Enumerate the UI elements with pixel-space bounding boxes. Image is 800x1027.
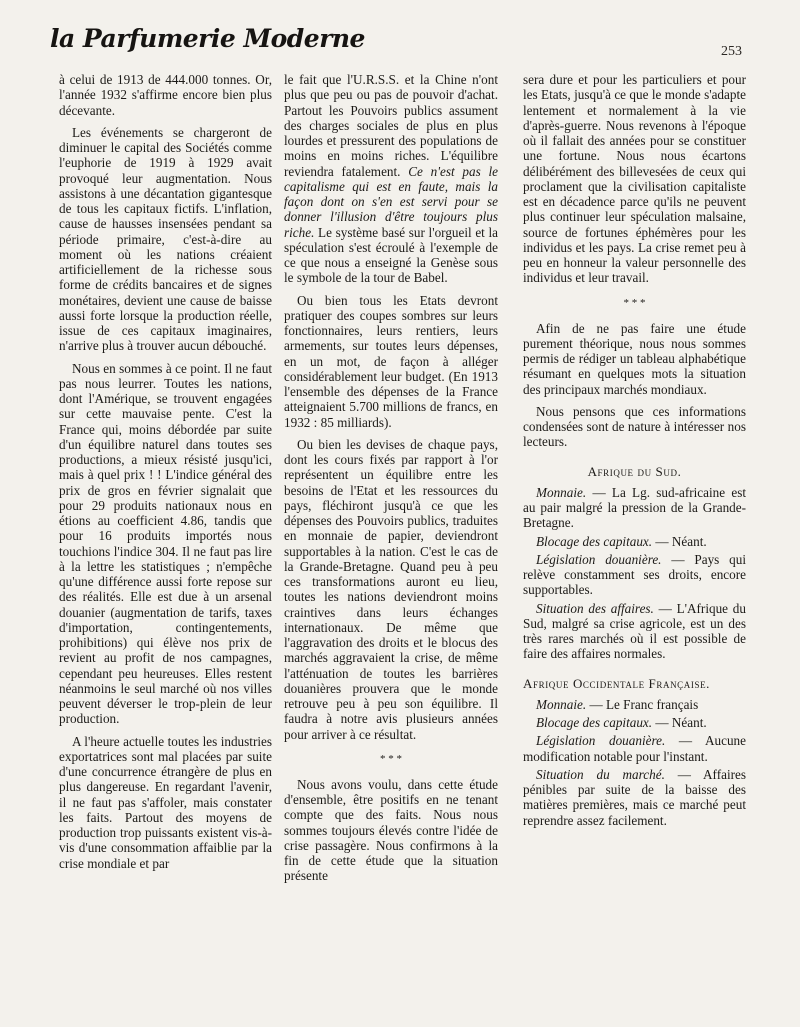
paragraph: Les événements se chargeront de diminuer le capital des Sociétés comme l'euphorie de 1919 à 1929 avait provoqué leur augmentation. Nous assistons à une décantation gigantesque de tous les capitaux fictifs. L'inflation, cause de hausses insensées pendant sa période primaire, c'est-à-dire au moment où les nations créaient artificiellement de la richesse sous forme de crédits bancaires et de signes monétaires, devient une cause de baisse aussi forte lorsque la production réelle, issue de ces capitaux imaginaires, n'arrive plus à trouver aucun débouché.: [59, 124, 272, 354]
text-column-3: [523, 72, 746, 831]
entry-text: — Aucune modification notable pour l'instant.: [523, 733, 746, 764]
entry-text: — Affaires pénibles par suite de la baisse des matières premières, mais ce marché peut reprendre assez facilement.: [523, 766, 746, 828]
country-heading: Afrique du Sud.: [587, 463, 682, 479]
paragraph: Ou bien les devises de chaque pays, dont les cours fixés par rapport à l'or représentent un équilibre entre les besoins de l'Etat et les ressources du pays, fléchiront jusqu'à ce que les dépenses des Pouvoirs publics, traduites en monnaie de papier, deviendront supportables à la nation. C'est le cas de la Grande-Bretagne. Quand peu à peu ces transformations auront eu lieu, toutes les nations deviendront moins craintives dans leurs échanges internationaux. De même que l'aggravation des droits et le blocus des marchés aggravaient la crise, de même l'atténuation de toutes les barrières douanières prouvera que le monde retrouve peu à peu son équilibre. Il faudra à notre avis plusieurs années pour arriver à ce résultat.: [284, 436, 498, 742]
country-heading: Afrique Occidentale Française.: [523, 675, 711, 691]
paragraph: Nous pensons que ces informations condensées sont de nature à intéresser nos lecteurs.: [523, 403, 746, 450]
entry-label: Monnaie.: [536, 696, 587, 712]
paragraph: [284, 72, 498, 286]
entry-label: Blocage des capitaux.: [536, 533, 653, 549]
paragraph: Afin de ne pas faire une étude purement théorique, nous nous sommes permis de rédiger un tableau alphabétique résumant en quelques mots la situation des principaux marchés mondiaux.: [523, 320, 746, 397]
section-separator-stars: * * *: [380, 752, 402, 765]
entry-label: Législation douanière.: [536, 733, 666, 749]
entry-label: Blocage des capitaux.: [536, 715, 653, 730]
text-run: le fait que l'U.R.S.S. et la Chine n'ont plus que peu ou pas de pouvoir d'achat. Partout les Pouvoirs publics assument des charges sociales de plus en plus lourdes et pressurent des populations de moins en moins riches. L'équilibre reviendra fatalement.: [284, 72, 498, 179]
paragraph: sera dure et pour les particuliers et pour les Etats, jusqu'à ce que le monde s'adapte lentement et normalement à la vie d'après-guerre. Nous revenons à l'époque où il fallait des années pour se constituer une fortune. Nous nous écartons délibérément des billevesées de ceux qui proclament que la civilisation capitaliste est en décadence parce qu'ils ne peuvent plus continuer leur spéculation malsaine, source de fortunes éphémères pour les individus et les pays. La crise remet peu à peu en honneur la valeur personnelle des individus et leur travail.: [523, 72, 746, 286]
text-column-1: [59, 72, 272, 878]
paragraph: à celui de 1913 de 444.000 tonnes. Or, l'année 1932 s'affirme encore bien plus décevante.: [59, 72, 272, 118]
market-entry: [523, 552, 746, 598]
text-column-2: [284, 72, 498, 891]
entry-text: — Néant.: [652, 715, 707, 730]
entry-text: — Pays qui relève constamment ses droits, encore supportables.: [523, 551, 746, 598]
market-entry: [523, 485, 746, 531]
entry-label: Situation du marché.: [536, 766, 665, 782]
masthead-logo: la Parfumerie Moderne: [50, 24, 365, 53]
market-entry: [523, 767, 746, 828]
entry-label: Situation des affaires.: [536, 600, 654, 616]
text-run: Le système basé sur l'orgueil et la spéculation s'est écroulé à l'exemple de ce que nous a enseigné la Genèse sous le symbole de la tour de Babel.: [284, 224, 498, 286]
market-entry: [523, 715, 746, 730]
paragraph: A l'heure actuelle toutes les industries exportatrices sont mal placées par suite d'une concurrence étrangère de plus en plus dangereuse. En regardant l'avenir, il ne faut pas s'affoler, mais constater les faits. Partout des moyens de production trop puissants existent vis-à-vis d'une consommation affaiblie par la crise mondiale et par: [59, 733, 272, 871]
market-entry: [523, 733, 746, 764]
paragraph: Ou bien tous les Etats devront pratiquer des coupes sombres sur leurs fonctionnaires, leurs rentiers, leurs armements, sur toutes leurs dépenses, en un mot, de façon à alléger considérablement leur budget. (En 1913 l'ensemble des dépenses de la France atteignaient 5.700 millions de francs, en 1932 : 85 milliards).: [284, 292, 498, 430]
entry-label: Législation douanière.: [536, 551, 662, 567]
entry-label: Monnaie.: [536, 484, 587, 500]
market-entry: [523, 534, 746, 549]
paragraph: Nous en sommes à ce point. Il ne faut pas nous leurrer. Toutes les nations, dont l'Amérique, se trouvent engagées sur cette mauvaise pente. C'est la France qui, moins débordée par suite d'un équilibre naturel dans toutes ses productions, a mieux résisté jusqu'ici, mais à quel prix ! ! L'indice général des prix de gros en février signalait que pour 29 produits nationaux nous en étions au coefficient 4.86, tandis que pour 16 produits importés nous touchions l'indice 304. Il ne faut pas lire à la lettre les statistiques ; n'empêche qu'une différence aussi forte repose sur des réalités. Elle est due à un arsenal douanier (augmentation de tarifs, taxes d'importation, contingentements, prohibitions) qui élève nos prix de revient au profit de nos campagnes, cependant peu heureuses. Elles restent néanmoins le seul marché où nos villes peuvent déverser le trop-plein de leur production.: [59, 360, 272, 727]
italic-emphasis: Ce n'est pas le capitalisme qui est en faute, mais la façon dont on s'en est servi pour se donner l'illusion d'être toujours plus riche.: [284, 163, 498, 240]
market-entry: [523, 697, 746, 712]
page-number: 253: [721, 44, 742, 59]
market-entry: [523, 601, 746, 662]
entry-text: — Le Franc français: [586, 696, 699, 712]
section-separator-stars: * * *: [623, 296, 646, 309]
paragraph: Nous avons voulu, dans cette étude d'ensemble, être positifs en ne tenant compte que des faits. Nous nous sommes toujours élevés contre l'idée de crise passagère. Nous confirmons à la fin de cette étude que la situation présente: [284, 776, 498, 884]
entry-text: — L'Afrique du Sud, malgré sa crise agricole, est un des très rares marchés où il est possible de faire des affaires normales.: [523, 600, 746, 662]
entry-text: — La Lg. sud-africaine est au pair malgré la pression de la Grande-Bretagne.: [523, 484, 746, 531]
entry-text: — Néant.: [652, 533, 707, 549]
